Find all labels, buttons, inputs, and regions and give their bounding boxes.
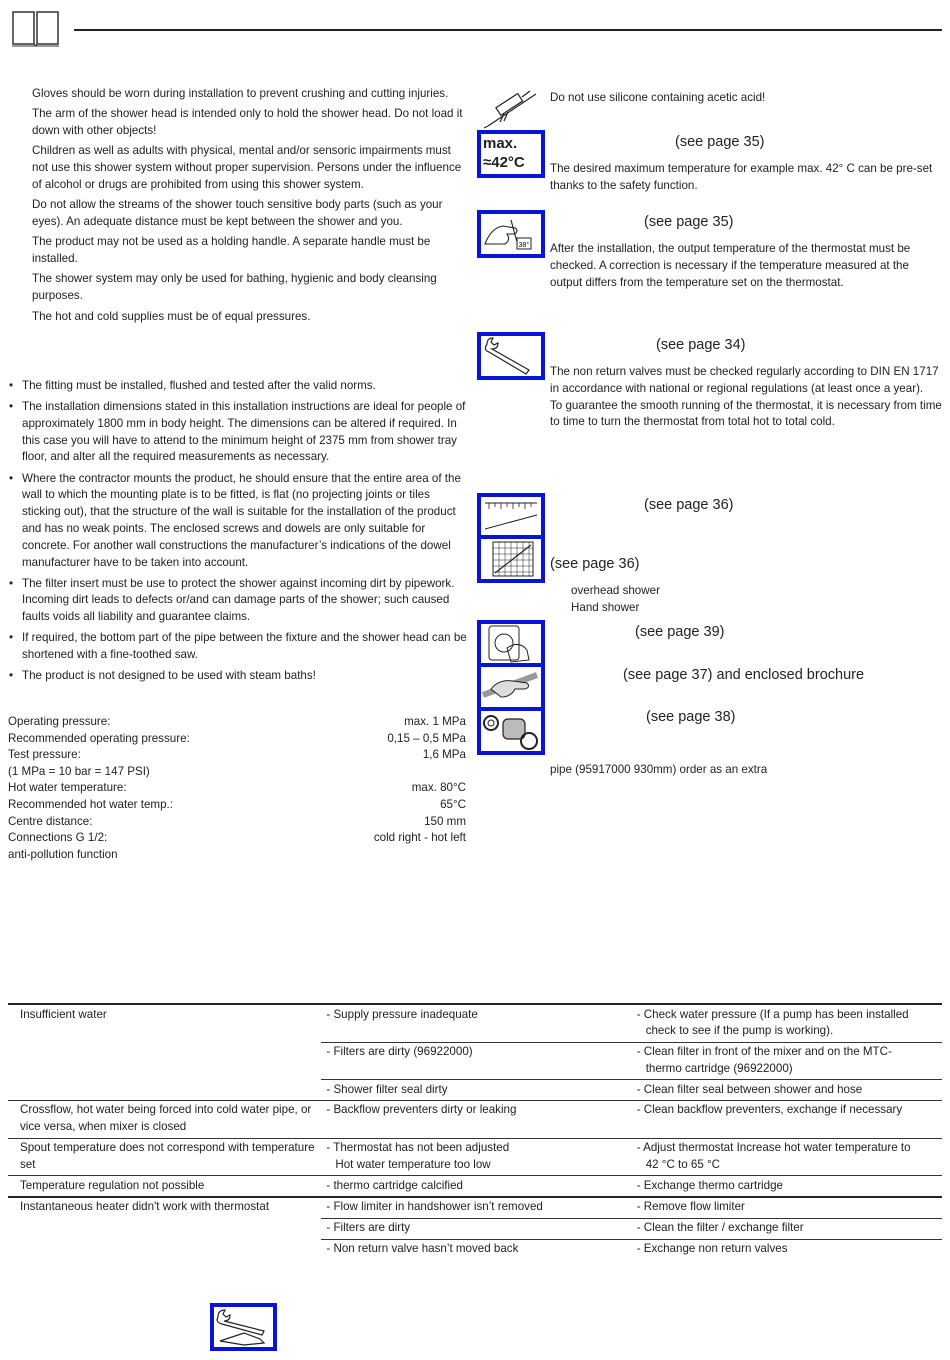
cause-cell: - Flow limiter in handshower isn’t removed (321, 1197, 631, 1218)
cause-line: - Thermostat has not been adjusted (326, 1141, 510, 1155)
cause-cell: - thermo cartridge calcified (321, 1176, 631, 1197)
safety-page-ref: (see page 35) (675, 134, 765, 150)
ruler-glyph (481, 497, 541, 535)
table-row (8, 1042, 942, 1080)
fault-cell: Spout temperature does not correspond with temperature set (8, 1138, 321, 1176)
spec-row (8, 764, 466, 781)
spec-label: Centre distance: (8, 814, 93, 828)
installation-notes (8, 378, 468, 689)
spec-row (8, 747, 466, 764)
fault-cell: Insufficient water (20, 1007, 107, 1021)
safety-notes (32, 86, 466, 329)
spec-label: Recommended operating pressure: (8, 731, 190, 745)
safety-note: Do not allow the streams of the shower touch sensitive body parts (such as your eyes). An adequate distance must be kept between the shower and you. (32, 198, 443, 229)
table-row (8, 1138, 942, 1176)
max-temp-icon (477, 130, 545, 178)
ruler-icon (477, 493, 545, 539)
wrench-screwdriver-glyph (214, 1307, 273, 1347)
thermometer-label: 38° (518, 242, 530, 249)
cause-cell (321, 1138, 631, 1176)
flow-page-ref: (see page 36) (550, 556, 640, 572)
spec-value: max. 1 MPa (404, 715, 466, 728)
remedy-cell: - Clean backflow preventers, exchange if necessary (632, 1100, 942, 1138)
remedy-line: - Check water pressure (If a pump has been installed (636, 1007, 909, 1021)
remedy-cell (632, 1004, 942, 1042)
installation-note: • The installation dimensions stated in this installation instructions are ideal for people of approximately 1800 mm in body height. The dimensions can be altered if required. In this case you will have to attend to the minimum height of 2375 mm from shower tray floor, and alter all the required measurements as necessary. (8, 399, 468, 466)
maintenance-text-1: The non return valves must be checked regularly according to DIN EN 1717 in accordance with national or regional regulations (at least once a year). (550, 365, 939, 395)
safety-note: The shower system may only be used for bathing, hygienic and body cleansing purposes. (32, 272, 437, 303)
installation-note: • The product is not designed to be used with steam baths! (8, 668, 468, 685)
spec-label: (1 MPa = 10 bar = 147 PSI) (8, 764, 150, 778)
maintenance-text-2: To guarantee the smooth running of the thermostat, it is necessary from time to time to turn the thermostat from total hot to total cold. (550, 398, 942, 429)
cause-cell: - Filters are dirty (321, 1218, 631, 1239)
silicone-note: Do not use silicone containing acetic acid! (550, 91, 766, 104)
remedy-line: - Adjust thermostat Increase hot water temperature to (636, 1141, 911, 1155)
silicone-gun-icon (482, 88, 544, 130)
calibration-text: After the installation, the output temperature of the thermostat must be checked. A correction is necessary if the temperature measured at the output differs from the temperature set on the thermostat. (550, 242, 911, 289)
book-icon (10, 6, 62, 48)
calibration-page-ref: (see page 35) (644, 214, 734, 230)
safety-note: Gloves should be worn during installation to prevent crushing and cutting injuries. (32, 87, 449, 100)
spec-row (8, 797, 466, 814)
table-row (8, 1218, 942, 1239)
spec-value: 1,6 MPa (422, 748, 466, 762)
knob-glyph (481, 624, 541, 664)
cartridge-parts-icon (477, 707, 545, 755)
remedy-cell (632, 1138, 942, 1176)
spec-label: Operating pressure: (8, 715, 111, 728)
table-row (8, 1239, 942, 1259)
remedy-line: 42 °C to 65 °C (645, 1157, 721, 1171)
safety-note: The hot and cold supplies must be of equal pressures. (32, 309, 311, 323)
fault-cell (8, 1080, 321, 1101)
tools-icon (210, 1303, 277, 1351)
header-rule (74, 29, 942, 31)
cause-cell: - Non return valve hasn’t moved back (321, 1239, 631, 1259)
table-row (8, 1004, 942, 1042)
spec-label: anti-pollution function (8, 847, 118, 861)
troubleshooting-table (8, 1003, 942, 1259)
hand-thermometer-icon (481, 214, 541, 254)
technical-specs (8, 714, 466, 863)
safety-note: The arm of the shower head is intended only to hold the shower head. Do not load it down with other objects! (32, 107, 463, 138)
maintenance-page-ref: (see page 34) (656, 337, 746, 353)
safety-note: Children as well as adults with physical, mental and/or sensoric impairments must not use this shower system without proper supervision. Persons under the influence of alcohol or drugs are prohibited from using this shower system. (32, 144, 462, 191)
spec-row (8, 731, 466, 748)
safety-function-text: The desired maximum temperature for example max. 42° C can be pre-set thanks to the safety function. (550, 162, 933, 192)
flow-item: Hand shower (571, 601, 640, 614)
hand-wipe-glyph (481, 667, 541, 707)
safety-note: The product may not be used as a holding handle. A separate handle must be installed. (32, 235, 431, 266)
spec-label: Hot water temperature: (8, 781, 127, 795)
cause-cell: - Supply pressure inadequate (326, 1007, 478, 1021)
cartridge-glyph (481, 711, 541, 751)
remedy-cell: - Clean filter seal between shower and hose (632, 1080, 942, 1101)
remedy-cell (632, 1042, 942, 1080)
wrench-glyph (481, 336, 541, 376)
table-row (8, 1197, 942, 1218)
remedy-line: - Clean filter in front of the mixer and on the MTC- (636, 1045, 892, 1059)
wrench-icon (477, 332, 545, 380)
remedy-cell: - Remove flow limiter (632, 1197, 942, 1218)
fault-cell: Crossflow, hot water being forced into cold water pipe, or vice versa, when mixer is closed (8, 1100, 321, 1138)
hand-knob-icon (477, 620, 545, 668)
fault-cell (8, 1042, 321, 1080)
spec-value: 150 mm (424, 814, 466, 828)
page-ref-39: (see page 39) (635, 624, 725, 640)
spec-row (8, 847, 466, 864)
spec-row (8, 714, 466, 731)
spec-row (8, 830, 466, 847)
spec-value: 65°C (440, 797, 466, 811)
installation-note: • If required, the bottom part of the pipe between the fixture and the shower head can be shortened with a fine-toothed saw. (8, 630, 468, 664)
remedy-cell: - Exchange non return valves (632, 1239, 942, 1259)
grid-chart-glyph (481, 539, 541, 579)
temp-label: ≈42°C (483, 154, 525, 171)
table-row (8, 1080, 942, 1101)
installation-note: • The fitting must be installed, flushed and tested after the valid norms. (8, 378, 468, 395)
pipe-note: pipe (95917000 930mm) order as an extra (550, 763, 768, 776)
spec-label: Recommended hot water temp.: (8, 797, 173, 811)
page-ref-37: (see page 37) and enclosed brochure (623, 667, 865, 683)
fault-cell (8, 1239, 321, 1259)
spec-value: max. 80°C (411, 781, 466, 795)
cause-cell: - Backflow preventers dirty or leaking (321, 1100, 631, 1138)
cleaning-hand-icon (477, 663, 545, 711)
spec-row (8, 780, 466, 797)
spec-row (8, 814, 466, 831)
page-ref-38: (see page 38) (646, 709, 736, 725)
dimensions-page-ref: (see page 36) (644, 497, 734, 513)
cause-line: Hot water temperature too low (335, 1157, 491, 1171)
fault-cell: Temperature regulation not possible (8, 1176, 321, 1197)
remedy-cell: - Clean the filter / exchange filter (632, 1218, 942, 1239)
cause-cell: - Shower filter seal dirty (321, 1080, 631, 1101)
flow-chart-icon (477, 535, 545, 583)
thermometer-hand-icon (477, 210, 545, 258)
fault-cell (8, 1218, 321, 1239)
table-row (8, 1176, 942, 1197)
spec-value: 0,15 – 0,5 MPa (387, 731, 466, 745)
flow-item: overhead shower (571, 584, 660, 597)
installation-note: • Where the contractor mounts the product, he should ensure that the entire area of the wall to which the mounting plate is to be fitted, is flat (no projecting joints or tiles sticking out), that the structure of the wall is suitable for the installation of the product and has no weak points. The enclosed screws and dowels are only suitable for concrete. For another wall constructions the manufacturer’s indications of the dowel manufacturer have to be taken into account. (8, 471, 468, 572)
remedy-cell: - Exchange thermo cartridge (632, 1176, 942, 1197)
remedy-line: check to see if the pump is working). (645, 1024, 834, 1038)
spec-value: cold right - hot left (373, 831, 466, 845)
table-row (8, 1100, 942, 1138)
max-label: max. (483, 135, 518, 152)
cause-cell: - Filters are dirty (96922000) (321, 1042, 631, 1080)
installation-note: • The filter insert must be use to protect the shower against incoming dirt by pipework. Incoming dirt leads to defects or/and can damage parts of the shower; such caused faults voids all liability and guarantee claims. (8, 576, 468, 626)
fault-cell: Instantaneous heater didn't work with thermostat (8, 1197, 321, 1218)
spec-label: Test pressure: (8, 748, 81, 762)
maintenance-text (550, 364, 942, 431)
spec-label: Connections G 1/2: (8, 831, 108, 845)
remedy-line: thermo cartridge (96922000) (645, 1061, 793, 1075)
